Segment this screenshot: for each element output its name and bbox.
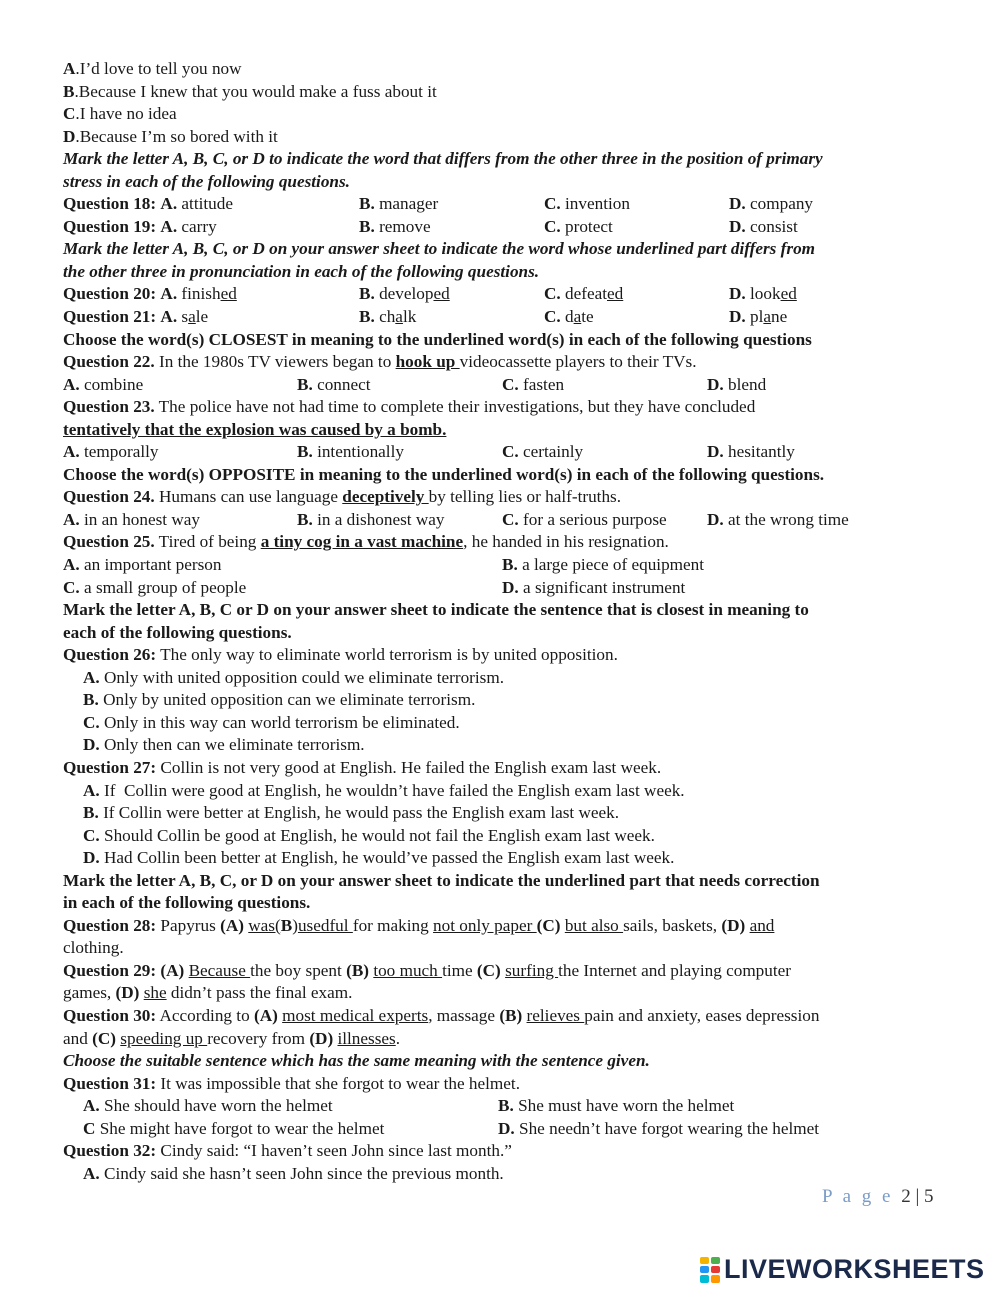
question-28-line2: clothing. — [63, 938, 124, 958]
question-26: Question 26: The only way to eliminate world terrorism is by united opposition. — [63, 645, 618, 665]
opposite-instruction: Choose the word(s) OPPOSITE in meaning to the underlined word(s) in each of the following questions. — [63, 464, 825, 484]
stress-instruction-line1: Mark the letter A, B, C, or D to indicate the word that differs from the other three in the position of primary — [63, 149, 823, 169]
q17-option-c: C.I have no idea — [63, 104, 177, 124]
rewrite-instruction-line2: each of the following questions. — [63, 622, 292, 642]
question-26-option-c: C. Only in this way can world terrorism be eliminated. — [83, 712, 460, 732]
question-28: Question 28: Papyrus (A) was(B)usedful for making not only paper (C) but also sails, baskets, (D) and — [63, 915, 775, 935]
question-26-option-b: B. Only by united opposition can we eliminate terrorism. — [83, 690, 476, 710]
question-22: Question 22. In the 1980s TV viewers began to hook up videocassette players to their TVs. — [63, 352, 697, 372]
question-22-options: A. combine B. connect C. fasten D. blend — [63, 374, 767, 394]
question-25: Question 25. Tired of being a tiny cog in a vast machine, he handed in his resignation. — [63, 532, 669, 552]
liveworksheets-wordmark: LIVEWORKSHEETS — [724, 1254, 985, 1284]
page-number: 2 — [901, 1186, 911, 1207]
question-27-option-d: D. Had Collin been better at English, he would’ve passed the English exam last week. — [83, 848, 675, 868]
question-23-options: A. temporally B. intentionally C. certainly D. hesitantly — [63, 442, 795, 462]
worksheet-page — [63, 58, 943, 1185]
page-footer — [822, 1186, 934, 1208]
closest-instruction: Choose the word(s) CLOSEST in meaning to the underlined word(s) in each of the following questions — [63, 329, 812, 349]
question-26-option-d: D. Only then can we eliminate terrorism. — [83, 735, 365, 755]
question-20: Question 20: A. finished B. developed C. defeated D. looked — [63, 284, 797, 304]
question-25-options-ab: A. an important person B. a large piece of equipment — [63, 555, 705, 575]
page-total: 5 — [924, 1186, 934, 1207]
question-19: Question 19: A. carry B. remove C. protect D. consist — [63, 216, 798, 236]
question-31-options-ab: A. She should have worn the helmet B. She must have worn the helmet — [83, 1096, 735, 1116]
page-separator: | — [910, 1186, 925, 1207]
question-25-options-cd: C. a small group of people D. a significant instrument — [63, 577, 686, 597]
question-27-option-c: C. Should Collin be good at English, he would not fail the English exam last week. — [83, 825, 655, 845]
pron-instruction-line2: the other three in pronunciation in each of the following questions. — [63, 261, 540, 281]
liveworksheets-logo — [700, 1254, 985, 1285]
question-29-line2: games, (D) she didn’t pass the final exam. — [63, 983, 353, 1003]
question-32-option-a: A. Cindy said she hasn’t seen John since the previous month. — [83, 1163, 504, 1183]
same-meaning-instruction: Choose the suitable sentence which has the same meaning with the sentence given. — [63, 1051, 650, 1071]
question-30-line2: and (C) speeding up recovery from (D) illnesses. — [63, 1028, 401, 1048]
error-instruction-line2: in each of the following questions. — [63, 893, 311, 913]
pron-instruction-line1: Mark the letter A, B, C, or D on your answer sheet to indicate the word whose underlined part differs from — [63, 239, 816, 259]
question-27-option-a: A. If Collin were good at English, he wouldn’t have failed the English exam last week. — [83, 780, 685, 800]
stress-instruction-line2: stress in each of the following questions. — [63, 171, 350, 191]
question-27-option-b: B. If Collin were better at English, he would pass the English exam last week. — [83, 803, 620, 823]
question-32: Question 32: Cindy said: “I haven’t seen John since last month.” — [63, 1141, 512, 1161]
liveworksheets-logo-icon — [700, 1257, 720, 1283]
q17-option-d: D.Because I’m so bored with it — [63, 126, 278, 146]
page-label: P a g e — [822, 1186, 894, 1207]
question-30: Question 30: According to (A) most medical experts, massage (B) relieves pain and anxiety, eases depression — [63, 1005, 820, 1025]
question-27: Question 27: Collin is not very good at English. He failed the English exam last week. — [63, 757, 662, 777]
rewrite-instruction-line1: Mark the letter A, B, C or D on your answer sheet to indicate the sentence that is closest in meaning to — [63, 600, 809, 620]
question-31-options-cd: C She might have forgot to wear the helmet D. She needn’t have forgot wearing the helmet — [83, 1118, 820, 1138]
question-18: Question 18: A. attitude B. manager C. invention D. company — [63, 194, 814, 214]
question-26-option-a: A. Only with united opposition could we eliminate terrorism. — [83, 667, 505, 687]
question-23-underlined: tentatively that the explosion was caused by a bomb. — [63, 419, 447, 439]
question-24: Question 24. Humans can use language deceptively by telling lies or half-truths. — [63, 487, 622, 507]
question-21: Question 21: A. sale B. chalk C. date D. plane — [63, 307, 788, 327]
question-31: Question 31: It was impossible that she forgot to wear the helmet. — [63, 1073, 520, 1093]
question-29: Question 29: (A) Because the boy spent (B) too much time (C) surfing the Internet and playing computer — [63, 960, 791, 980]
q17-option-a: A.I’d love to tell you now — [63, 59, 242, 78]
q17-option-b: B.Because I knew that you would make a fuss about it — [63, 81, 437, 101]
question-23: Question 23. The police have not had time to complete their investigations, but they have concluded — [63, 397, 756, 417]
question-24-options: A. in an honest way B. in a dishonest way C. for a serious purpose D. at the wrong time — [63, 509, 849, 529]
error-instruction-line1: Mark the letter A, B, C, or D on your answer sheet to indicate the underlined part that needs correction — [63, 870, 820, 890]
